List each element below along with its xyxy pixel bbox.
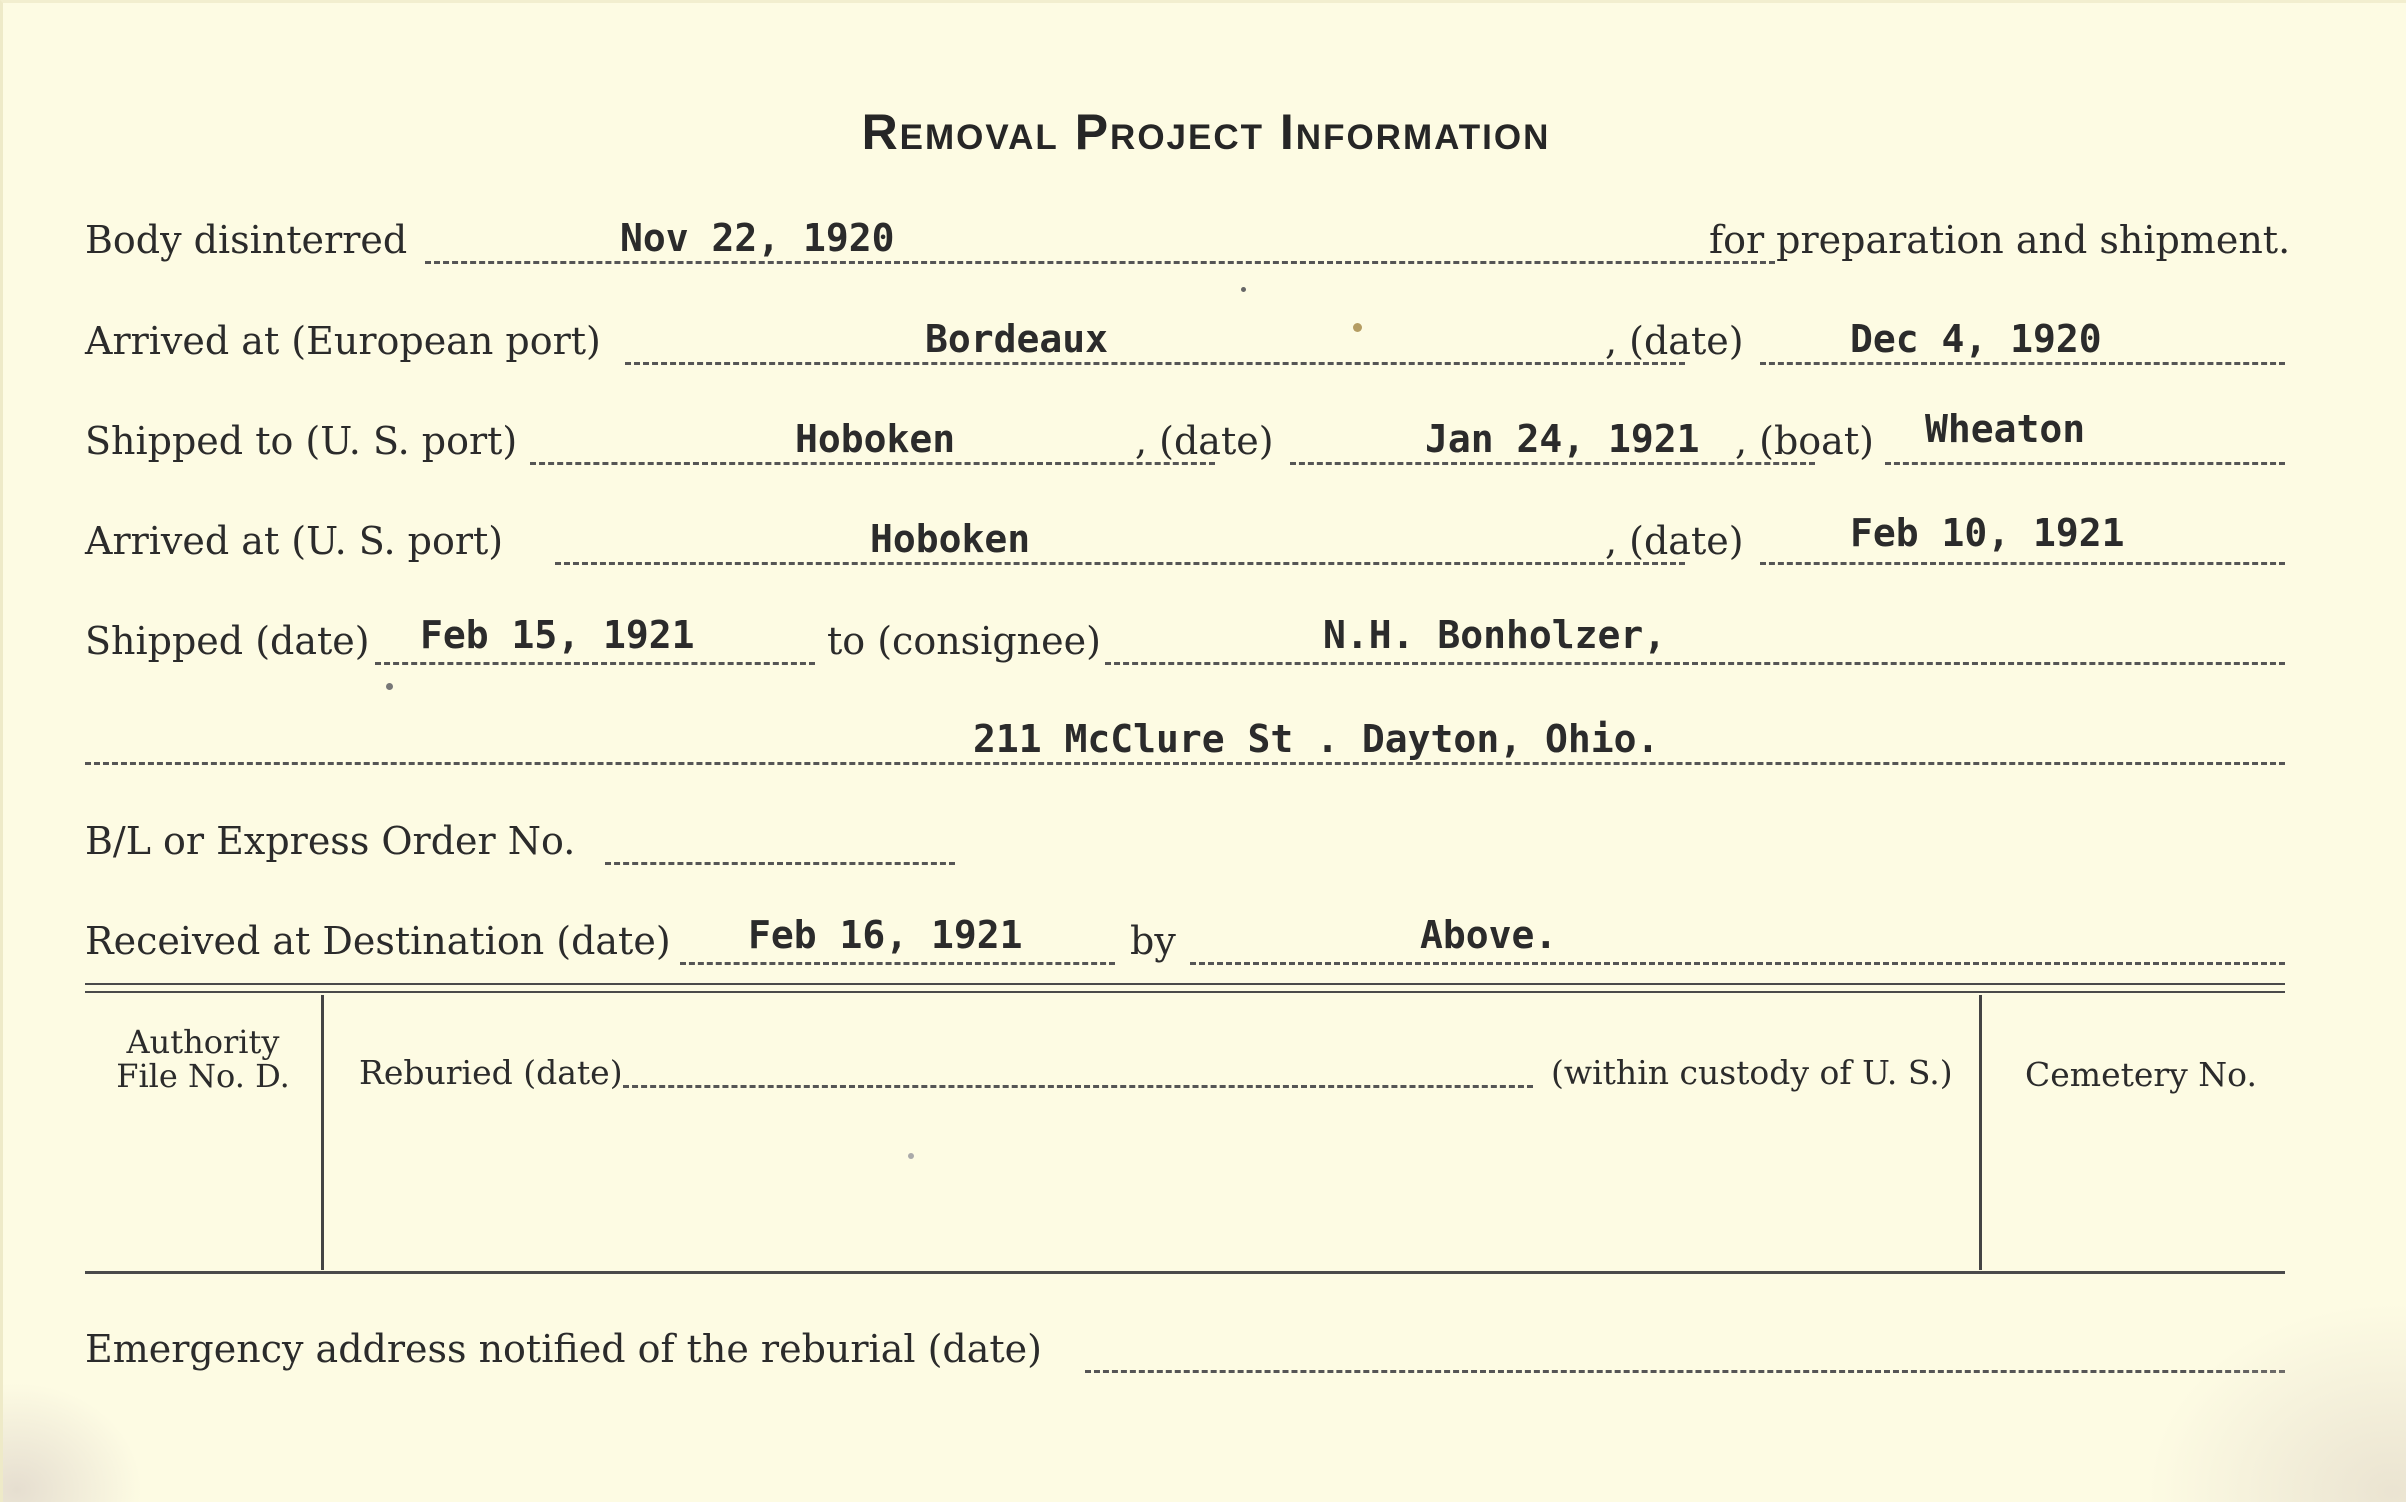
disinterred-suffix: for preparation and shipment. bbox=[1709, 218, 2291, 262]
disinterred-value: Nov 22, 1920 bbox=[620, 216, 895, 260]
arrived-europe-port-line bbox=[625, 362, 1685, 365]
row-emergency bbox=[85, 1317, 2285, 1381]
disinterred-line bbox=[425, 261, 1775, 264]
shipped-date-line bbox=[375, 662, 815, 665]
arrived-europe-port: Bordeaux bbox=[925, 317, 1109, 361]
arrived-europe-date: Dec 4, 1920 bbox=[1850, 317, 2102, 361]
shipped-consignee: N.H. Bonholzer, bbox=[1323, 613, 1667, 657]
shipped-us-port-line bbox=[530, 462, 1215, 465]
paper-spot bbox=[1353, 323, 1362, 332]
arrived-us-date-line bbox=[1760, 562, 2285, 565]
arrived-us-port: Hoboken bbox=[870, 517, 1031, 561]
paper-spot bbox=[1241, 287, 1246, 292]
received-by: Above. bbox=[1420, 913, 1558, 957]
row-shipped-us bbox=[85, 409, 2285, 473]
paper-spot bbox=[386, 683, 393, 690]
arrived-europe-date-line bbox=[1760, 362, 2285, 365]
shipped-us-port: Hoboken bbox=[795, 417, 956, 461]
shipped-us-date-label: , (date) bbox=[1135, 419, 1274, 463]
shipped-consignee-line bbox=[1105, 662, 2285, 665]
row-arrived-us bbox=[85, 509, 2285, 573]
paper-stain bbox=[2146, 1302, 2406, 1502]
received-label: Received at Destination (date) bbox=[85, 919, 671, 963]
row-bl bbox=[85, 809, 2285, 873]
arrived-europe-label: Arrived at (European port) bbox=[85, 319, 601, 363]
arrived-us-date-label: , (date) bbox=[1605, 519, 1744, 563]
cemetery-label: Cemetery No. bbox=[2025, 1055, 2257, 1094]
received-by-label: by bbox=[1130, 919, 1176, 963]
arrived-us-port-line bbox=[555, 562, 1685, 565]
box-divider-left bbox=[321, 995, 324, 1270]
row-arrived-europe bbox=[85, 309, 2285, 373]
emergency-line bbox=[1085, 1370, 2285, 1373]
box-divider-right bbox=[1979, 995, 1982, 1270]
authority-file-label: Authority File No. D. bbox=[116, 1023, 290, 1095]
custody-label: (within custody of U. S.) bbox=[1551, 1053, 1953, 1092]
received-date-line bbox=[680, 962, 1115, 965]
bl-line bbox=[605, 862, 955, 865]
shipped-us-label: Shipped to (U. S. port) bbox=[85, 419, 518, 463]
reburied-label: Reburied (date) bbox=[359, 1053, 623, 1092]
reburied-line bbox=[623, 1085, 1533, 1088]
shipped-date: Feb 15, 1921 bbox=[420, 613, 695, 657]
shipped-label: Shipped (date) bbox=[85, 619, 370, 663]
double-rule-top bbox=[85, 983, 2285, 985]
arrived-us-label: Arrived at (U. S. port) bbox=[85, 519, 504, 563]
bl-label: B/L or Express Order No. bbox=[85, 819, 576, 863]
row-received bbox=[85, 909, 2285, 973]
paper-spot bbox=[908, 1153, 914, 1159]
row-shipped bbox=[85, 609, 2285, 673]
arrived-us-date: Feb 10, 1921 bbox=[1850, 511, 2125, 555]
address-line bbox=[85, 762, 2285, 765]
card-title: Removal Project Information bbox=[861, 104, 1551, 160]
double-rule-bottom bbox=[85, 991, 2285, 993]
row-disinterred bbox=[85, 208, 2291, 272]
shipped-us-date: Jan 24, 1921 bbox=[1425, 417, 1700, 461]
emergency-label: Emergency address notified of the reburial (date) bbox=[85, 1327, 1042, 1371]
row-address bbox=[85, 709, 2285, 773]
disinterred-label: Body disinterred bbox=[85, 218, 408, 262]
shipped-consignee-label: to (consignee) bbox=[827, 619, 1101, 663]
received-by-line bbox=[1190, 962, 2285, 965]
arrived-europe-date-label: , (date) bbox=[1605, 319, 1744, 363]
address-value: 211 McClure St . Dayton, Ohio. bbox=[973, 717, 1660, 761]
shipped-us-boat-label: , (boat) bbox=[1735, 419, 1874, 463]
shipped-us-boat: Wheaton bbox=[1925, 407, 2086, 451]
shipped-us-boat-line bbox=[1885, 462, 2285, 465]
paper-stain bbox=[3, 1382, 143, 1502]
received-date: Feb 16, 1921 bbox=[748, 913, 1023, 957]
box-bottom-rule bbox=[85, 1271, 2285, 1274]
